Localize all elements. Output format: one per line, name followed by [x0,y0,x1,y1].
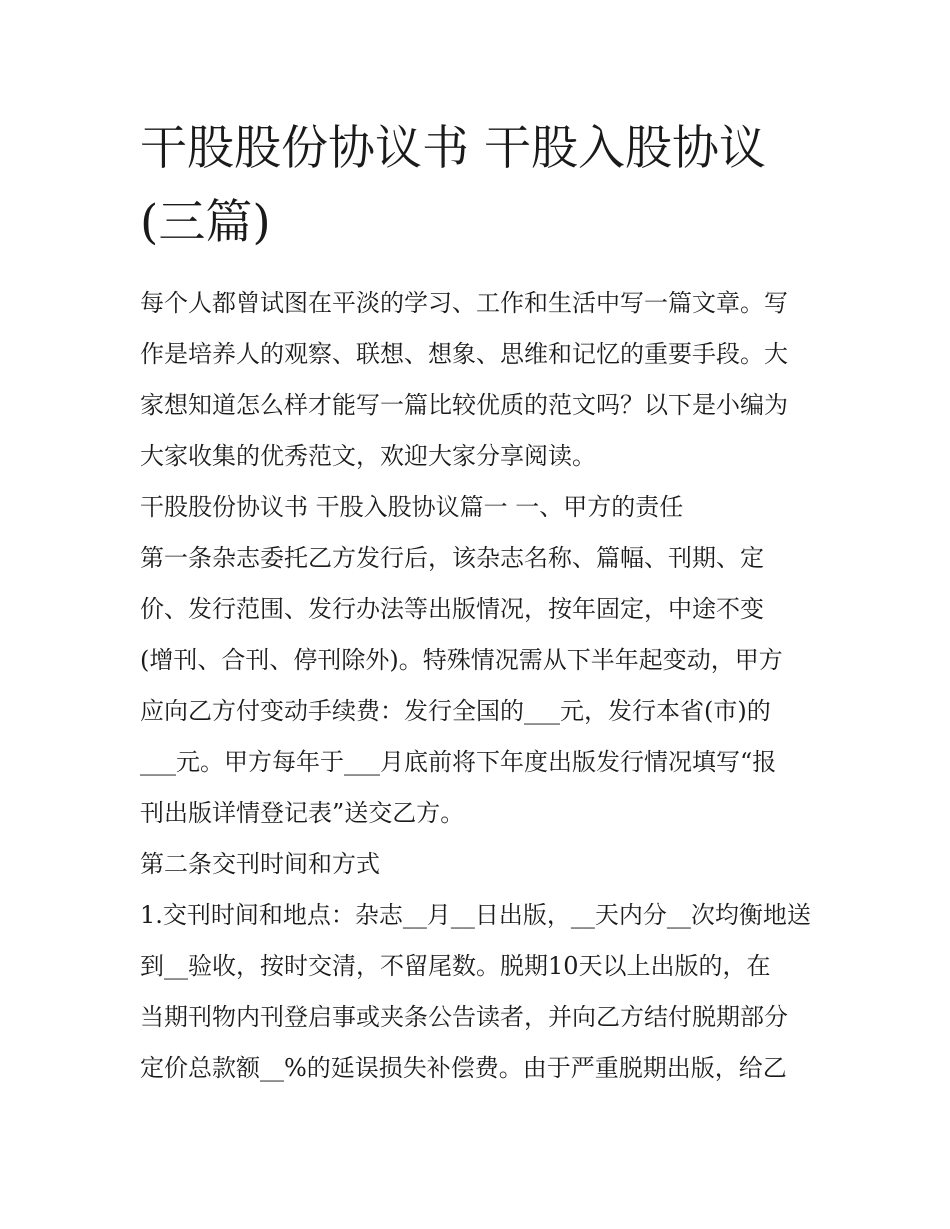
text-line: 1.交刊时间和地点：杂志__月__日出版，__天内分__次均衡地送 [140,901,811,929]
text-line: 到__验收，按时交清，不留尾数。脱期10天以上出版的，在 [140,952,771,980]
text-line: 家想知道怎么样才能写一篇比较优质的范文吗？以下是小编为 [140,391,788,419]
section-heading: 干股股份协议书 干股入股协议篇一 一、甲方的责任 [140,493,684,521]
text-line: 定价总款额__%的延误损失补偿费。由于严重脱期出版，给乙 [140,1054,787,1082]
text-line: 价、发行范围、发行办法等出版情况，按年固定，中途不变 [140,595,764,623]
text-line: ___元。甲方每年于___月底前将下年度出版发行情况填写“报 [140,748,777,776]
document-body [140,278,830,1094]
text-line: 每个人都曾试图在平淡的学习、工作和生活中写一篇文章。写 [140,289,788,317]
title-line: 干股股份协议书 干股入股协议 [140,121,766,176]
text-line: 第一条杂志委托乙方发行后，该杂志名称、篇幅、刊期、定 [140,544,764,572]
text-line: 大家收集的优秀范文，欢迎大家分享阅读。 [140,442,596,470]
text-line: (增刊、合刊、停刊除外)。特殊情况需从下半年起变动，甲方 [140,646,783,674]
text-line: 当期刊物内刊登启事或夹条公告读者，并向乙方结付脱期部分 [140,1003,788,1031]
document-title [140,112,840,260]
text-line: 应向乙方付变动手续费：发行全国的___元，发行本省(市)的 [140,697,771,725]
clause-heading: 第二条交刊时间和方式 [140,850,380,878]
text-line: 作是培养人的观察、联想、想象、思维和记忆的重要手段。大 [140,340,788,368]
text-line: 刊出版详情登记表”送交乙方。 [140,799,465,827]
title-line: (三篇) [140,195,271,250]
